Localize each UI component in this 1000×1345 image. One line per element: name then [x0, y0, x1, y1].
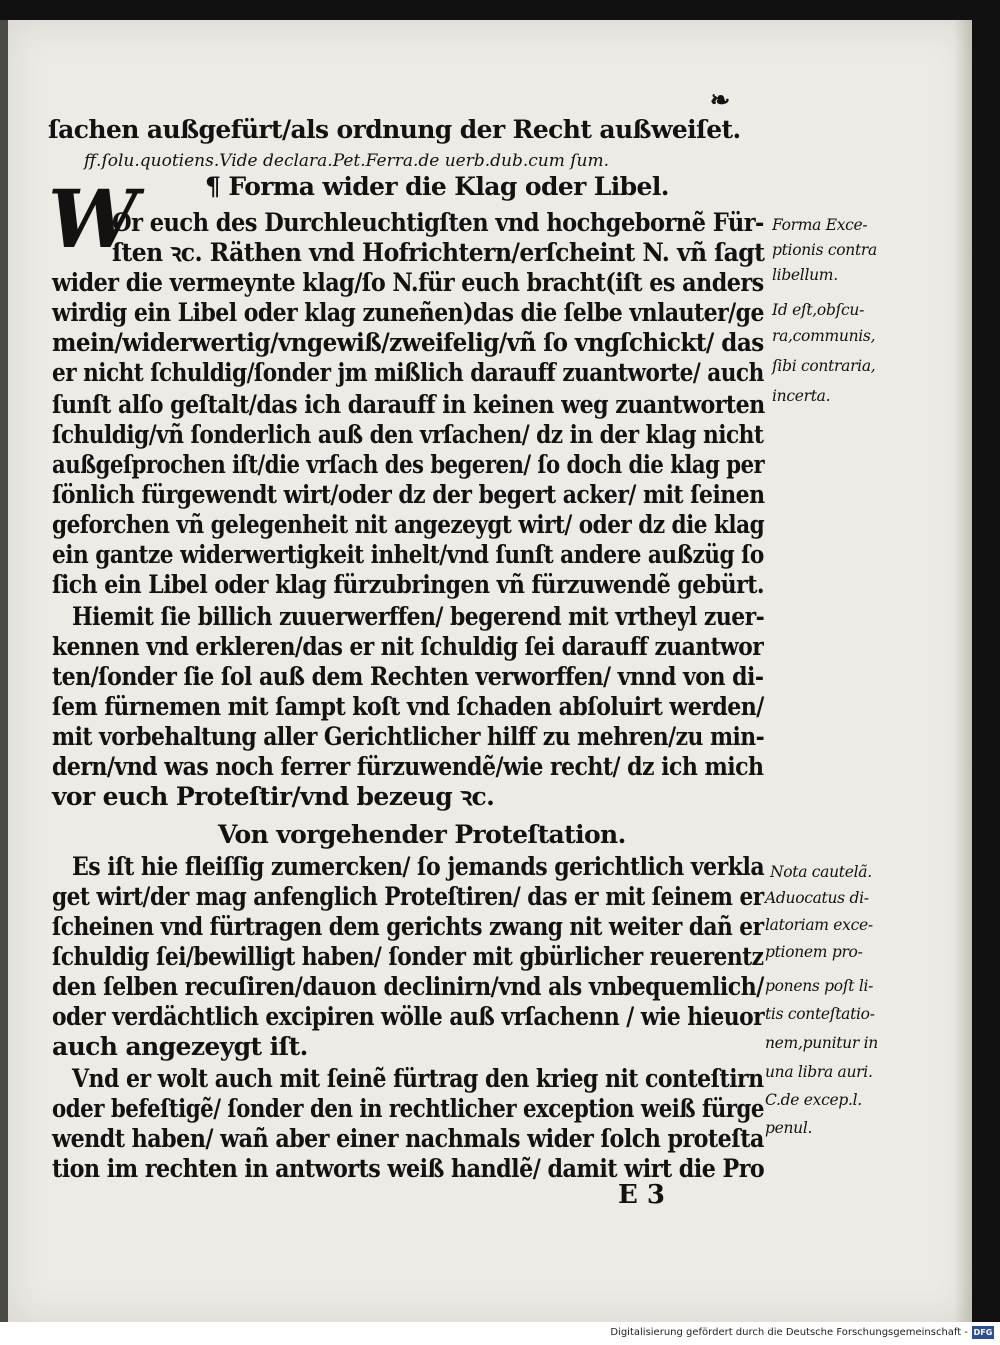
- text-line: ten/ſonder ſie ſol auß dem Rechten verworffen/ vnnd von di-: [52, 662, 764, 691]
- text-line: Hiemit ſie billich zuuerwerffen/ begerend mit vrtheyl zuer-: [72, 602, 765, 631]
- margin-note: libellum.: [772, 266, 838, 284]
- margin-note: nem,punitur in: [765, 1034, 878, 1052]
- text-line: ſich ein Libel oder klag fürzubringen vñ fürzuwendẽ gebürt.: [52, 570, 764, 599]
- text-line: ſachen außgefürt/als ordnung der Recht außweiſet.: [48, 115, 741, 144]
- signature-mark: E 3: [618, 1180, 665, 1210]
- margin-note: Id eſt,obſcu-: [772, 301, 865, 319]
- text-line: get wirt/der mag anfenglich Proteſtiren/ das er mit ſeinem er: [52, 882, 764, 911]
- margin-note: ponens poſt li-: [765, 977, 874, 995]
- text-line: auch angezeygt iſt.: [52, 1032, 308, 1061]
- text-line: vor euch Proteſtir/vnd bezeug ꝛc.: [52, 782, 495, 811]
- page-ornament: ❧: [710, 85, 731, 114]
- text-line: wirdig ein Libel oder klag zuneñen)das die ſelbe vnlauter/ge: [52, 298, 764, 327]
- margin-note: una libra auri.: [765, 1063, 873, 1081]
- text-line: ſten ꝛc. Räthen vnd Hofrichtern/erſcheint N. vñ ſagt: [112, 238, 765, 267]
- margin-note: incerta.: [772, 387, 831, 405]
- margin-note: tis conteſtatio-: [765, 1005, 875, 1023]
- text-line: ſchuldig ſei/bewilligt haben/ ſonder mit gbürlicher reuerentz: [52, 942, 764, 971]
- margin-note: Forma Exce-: [772, 216, 868, 234]
- text-line: ſunſt alſo geſtalt/das ich darauff in keinen weg zuantworten: [52, 390, 765, 419]
- margin-note: ra,communis,: [772, 327, 876, 345]
- text-line: oder befeſtigẽ/ ſonder den in rechtlicher exception weiß fürge: [52, 1094, 764, 1123]
- dfg-logo: DFG: [973, 1328, 993, 1337]
- margin-note: C.de excep.l.: [765, 1091, 862, 1109]
- text-line: dern/vnd was noch ferrer fürzuwendẽ/wie recht/ dz ich mich: [52, 752, 764, 781]
- text-line: den ſelben recuſiren/dauon declinirn/vnd als vnbequemlich/: [52, 972, 764, 1001]
- text-line: tion im rechten in antworts weiß handlẽ/ damit wirt die Pro: [52, 1154, 765, 1183]
- text-line: oder verdächtlich excipiren wölle auß vrſachenn / wie hieuor: [52, 1002, 765, 1031]
- margin-note: penul.: [765, 1119, 813, 1137]
- text-line: wider die vermeynte klag/ſo N.für euch bracht(iſt es anders: [52, 268, 764, 297]
- footer-bar: [0, 1322, 1000, 1345]
- text-line: außgeſprochen iſt/die vrſach des begeren/ ſo doch die klag per: [52, 450, 765, 479]
- text-line: Or euch des Durchleuchtigſten vnd hochgebornẽ Für-: [112, 208, 764, 237]
- section-heading: ¶ Forma wider die Klag oder Libel.: [205, 172, 669, 201]
- margin-note: ptionem pro-: [765, 943, 863, 961]
- section-heading: Von vorgehender Proteſtation.: [218, 820, 626, 849]
- page-edge-shadow: [954, 20, 972, 1322]
- text-line: er nicht ſchuldig/ſonder jm mißlich darauff zuantworte/ auch: [52, 358, 764, 387]
- text-line: ſchuldig/vñ ſonderlich auß den vrſachen/ dz in der klag nicht: [52, 420, 764, 449]
- citation-line: ff.ſolu.quotiens.Vide declara.Pet.Ferra.de uerb.dub.cum ſum.: [84, 151, 610, 171]
- text-line: mein/widerwertig/vngewiß/zweifelig/vñ ſo vngſchickt/ das: [52, 328, 764, 357]
- text-line: ſönlich fürgewendt wirt/oder dz der begert acker/ mit ſeinen: [52, 480, 765, 509]
- drop-cap-initial: W: [48, 172, 138, 266]
- scan-left-edge: [0, 20, 8, 1322]
- footer-credit: Digitalisierung gefördert durch die Deutsche Forschungsgemeinschaft -: [610, 1327, 968, 1338]
- text-line: mit vorbehaltung aller Gerichtlicher hilff zu mehren/zu min-: [52, 722, 765, 751]
- margin-note: Aduocatus di-: [765, 889, 869, 907]
- text-line: Vnd er wolt auch mit ſeinẽ fürtrag den krieg nit conteſtirn: [72, 1064, 764, 1093]
- margin-note: latoriam exce-: [765, 916, 873, 934]
- text-line: ein gantze widerwertigkeit inhelt/vnd ſunſt andere außzüg ſo: [52, 540, 764, 569]
- margin-note: ptionis contra: [772, 241, 877, 259]
- text-line: geforchen vñ gelegenheit nit angezeygt wirt/ oder dz die klag: [52, 510, 765, 539]
- text-line: kennen vnd erkleren/das er nit ſchuldig ſei darauff zuantwor: [52, 632, 764, 661]
- text-line: ſem fürnemen mit ſampt koſt vnd ſchaden abſoluirt werden/: [52, 692, 764, 721]
- text-line: ſcheinen vnd fürtragen dem gerichts zwang nit weiter dañ er: [52, 912, 764, 941]
- margin-note: ſibi contraria,: [772, 357, 876, 375]
- text-line: wendt haben/ wañ aber einer nachmals wider ſolch proteſta: [52, 1124, 764, 1153]
- margin-note: Nota cautelã.: [770, 863, 872, 881]
- text-line: Es iſt hie fleiſſig zumercken/ ſo jemands gerichtlich verkla: [72, 852, 765, 881]
